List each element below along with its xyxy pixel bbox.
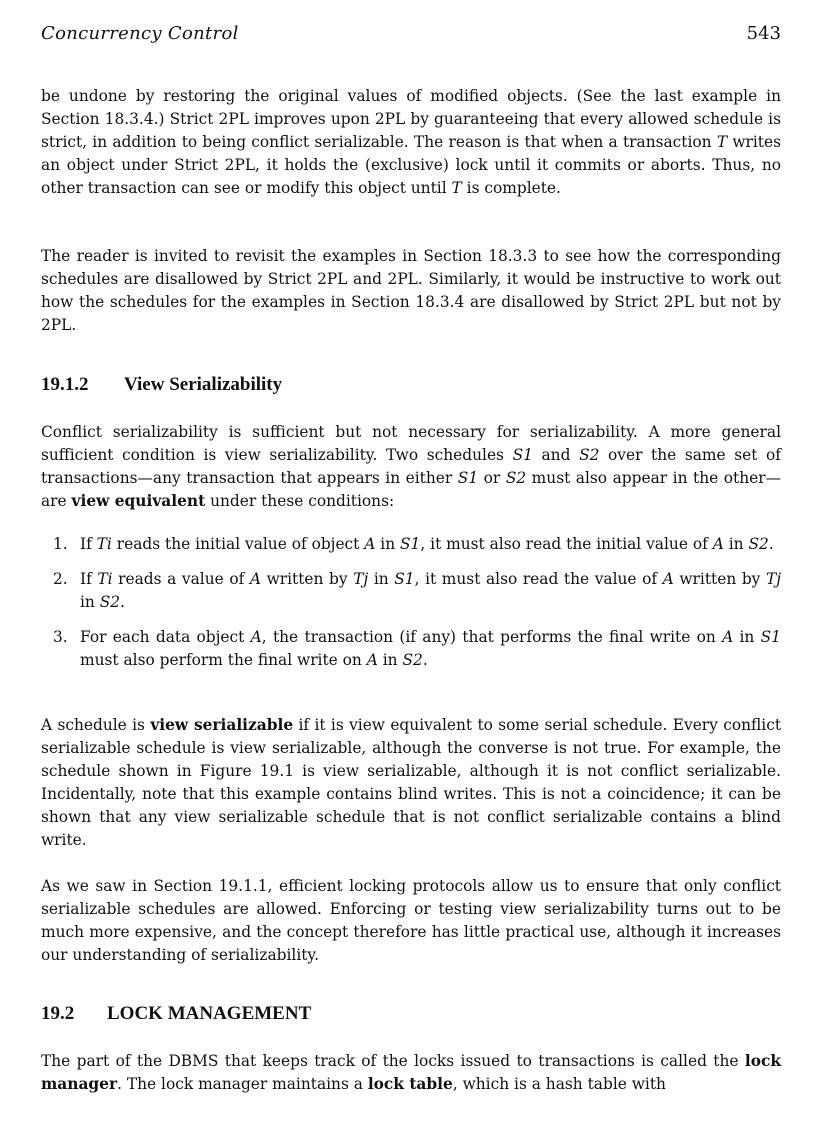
text: written by [673, 570, 766, 588]
math-var: Ti [96, 535, 112, 553]
text: Conflict serializability is sufficient but not necessary for serializability. A more general sufficient condition is view serializability. Two schedules [41, 423, 781, 464]
text: under these conditions: [205, 492, 395, 510]
text: A schedule is [41, 716, 151, 734]
paragraph-text: As we saw in Section 19.1.1, efficient locking protocols allow us to ensure that only conflict serializable schedules are allowed. Enforcing or testing view serializability turns out to be much more expensive, and the concept therefore has little practical use, although it increases our understanding of serializability. [41, 877, 781, 964]
section-heading-lock-management [41, 1001, 781, 1027]
math-var: S1 [457, 469, 479, 487]
section-heading-view-serializability [41, 372, 781, 398]
math-var: S1 [760, 628, 781, 646]
math-var: S1 [512, 446, 533, 464]
math-var: A [366, 651, 378, 669]
math-var: S2 [99, 593, 121, 611]
text: in [368, 570, 395, 588]
math-var: A [662, 570, 674, 588]
text: written by [261, 570, 354, 588]
math-var: Tj [353, 570, 369, 588]
math-var: Tj [765, 570, 782, 588]
text: if it is view equivalent to some serial schedule. Every conflict serializable schedule is view serializable, although the converse is not true. For example, the schedule shown in Figure 19.1 is view serializable, although it is not conflict serializable. Incidentally, note that this example contains blind writes. This is not a coincidence; it can be shown that any view serializable schedule that is not conflict serializable contains a blind write. [41, 716, 781, 849]
text: and [532, 446, 580, 464]
running-head [41, 22, 781, 46]
math-var: S1 [400, 535, 421, 553]
running-title: Concurrency Control [41, 23, 239, 44]
section-number: 19.2 [41, 1003, 75, 1024]
text: over the same set of transactions—any transaction that appears in either [41, 446, 781, 487]
text: writes an object under Strict 2PL, it holds the (exclusive) lock until it commits or aborts. Thus, no other transaction can see or modify this object until [41, 133, 781, 197]
math-var: A [250, 628, 262, 646]
math-var: A [364, 535, 376, 553]
paragraph-revisit-examples [41, 245, 781, 337]
text: must also perform the final write on [80, 651, 367, 669]
text: , it must also read the initial value of [420, 535, 713, 553]
text: . The lock manager maintains a [117, 1075, 368, 1093]
text: in [733, 628, 761, 646]
text: in [375, 535, 401, 553]
paragraph-text: The reader is invited to revisit the examples in Section 18.3.3 to see how the corresponding schedules are disallowed by Strict 2PL and 2PL. Similarly, it would be instructive to work out how the schedules for the examples in Section 18.3.4 are disallowed by Strict 2PL but not by 2PL. [41, 247, 781, 334]
paragraph-strict-2pl [41, 85, 781, 200]
math-var: T [451, 179, 462, 197]
text: For each data object [80, 628, 251, 646]
math-var: S1 [394, 570, 415, 588]
paragraph-lock-manager [41, 1050, 781, 1096]
term-view-equivalent: view equivalent [71, 492, 206, 510]
text: be undone by restoring the original values of modified objects. (See the last example in Section 18.3.4.) Strict 2PL improves upon 2PL by guaranteeing that every allowed schedule is strict, in addition to being conflict serializable. The reason is that when a transaction [41, 87, 781, 151]
list-marker: 1. [53, 535, 68, 553]
text: in [377, 651, 403, 669]
section-title: View Serializability [124, 374, 283, 395]
paragraph-view-serializable [41, 714, 781, 852]
text: in [723, 535, 749, 553]
math-var: T [716, 133, 728, 151]
paragraph-locking-protocols [41, 875, 781, 967]
list-marker: 3. [53, 628, 68, 646]
math-var: S2 [579, 446, 600, 464]
text: , the transaction (if any) that performs the final write on [261, 628, 723, 646]
term-lock-table: lock table [367, 1075, 453, 1093]
text: , which is a hash table with [452, 1075, 666, 1093]
text: The part of the DBMS that keeps track of the locks issued to transactions is called the [41, 1052, 745, 1070]
list-marker: 2. [53, 570, 68, 588]
math-var: Ti [97, 570, 113, 588]
section-title: LOCK MANAGEMENT [107, 1003, 312, 1024]
text: If [80, 535, 97, 553]
text: reads the initial value of object [111, 535, 365, 553]
text: . [768, 535, 774, 553]
page-number: 543 [746, 23, 781, 44]
term-view-serializable: view serializable [150, 716, 294, 734]
math-var: A [712, 535, 724, 553]
text: is complete. [461, 179, 561, 197]
list-item [41, 626, 781, 672]
math-var: A [249, 570, 262, 588]
paragraph-conflict-serializability [41, 421, 781, 513]
view-equivalence-conditions [41, 533, 781, 684]
text: . [422, 651, 428, 669]
section-number: 19.1.2 [41, 374, 89, 395]
text: or [478, 469, 506, 487]
math-var: S2 [748, 535, 769, 553]
text: , it must also read the value of [414, 570, 663, 588]
text: . [120, 593, 125, 611]
text: in [80, 593, 100, 611]
text: If [80, 570, 98, 588]
text: must also appear in the other—are [41, 469, 781, 510]
list-item [41, 533, 781, 556]
math-var: A [722, 628, 734, 646]
math-var: S2 [505, 469, 527, 487]
math-var: S2 [402, 651, 423, 669]
term-lock-manager: lock manager [41, 1052, 781, 1093]
text: reads a value of [112, 570, 250, 588]
list-item [41, 568, 781, 614]
